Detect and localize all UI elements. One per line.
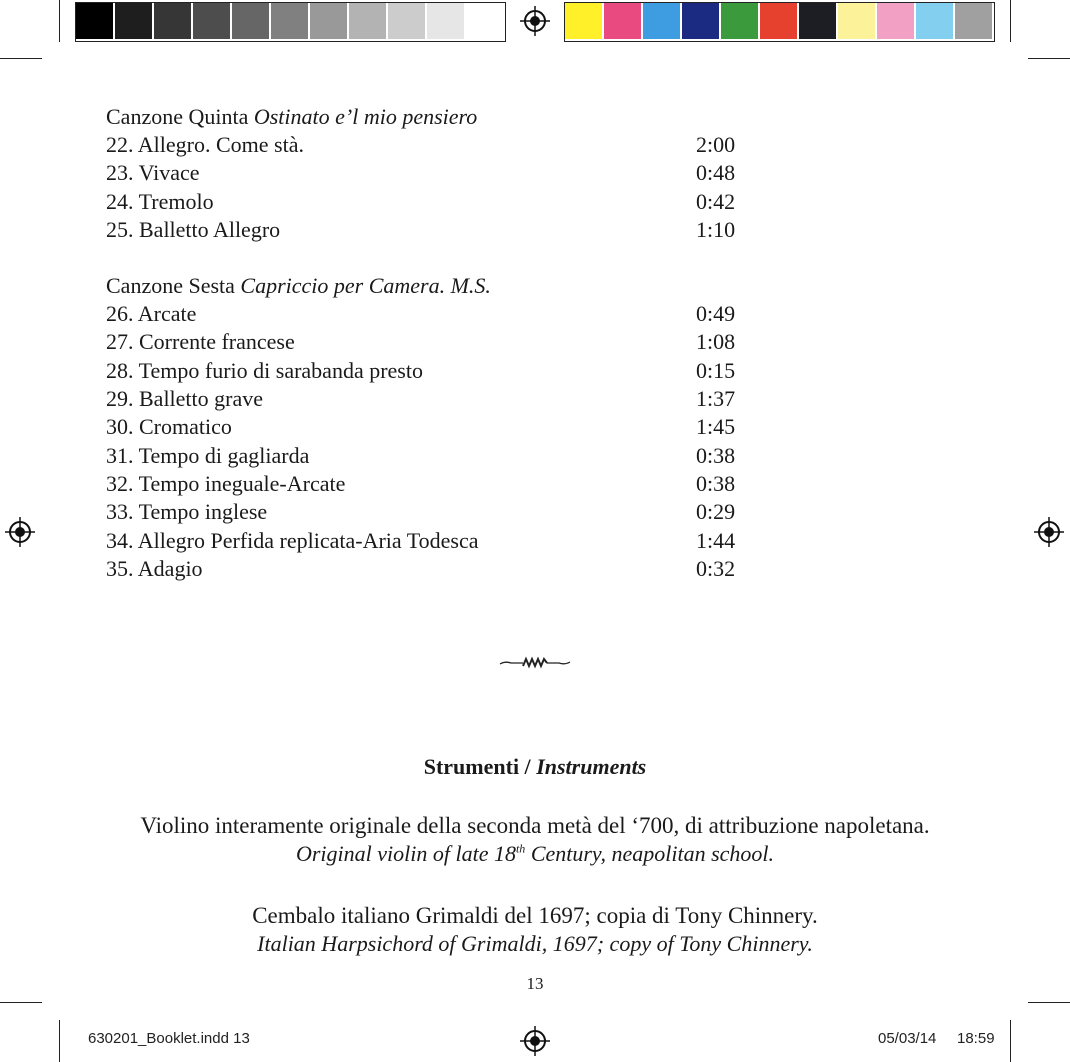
color-swatch (682, 3, 719, 39)
track-duration: 1:10 (696, 216, 736, 242)
color-swatch (799, 3, 836, 39)
track-duration: 0:32 (696, 555, 736, 581)
track-row (106, 413, 746, 441)
track-row (106, 300, 746, 328)
track-row (106, 470, 746, 498)
color-swatch (916, 3, 953, 39)
harpsichord-english: Italian Harpsichord of Grimaldi, 1697; copy of Tony Chinnery. (257, 931, 813, 956)
track-duration: 0:15 (696, 357, 736, 383)
track-title: 24. Tremolo (106, 188, 214, 214)
crop-mark-icon (1010, 0, 1011, 42)
track-row (106, 188, 746, 216)
track-duration: 1:37 (696, 386, 736, 412)
registration-mark-right-icon (1034, 517, 1064, 547)
track-duration: 0:38 (696, 470, 736, 496)
slug-time: 18:59 (957, 1030, 995, 1047)
track-title: 32. Tempo ineguale-Arcate (106, 470, 346, 496)
registration-mark-top-icon (520, 6, 550, 36)
track-title: 27. Corrente francese (106, 329, 295, 355)
crop-mark-icon (1028, 1002, 1070, 1003)
color-swatch (271, 3, 308, 39)
track-row (106, 357, 746, 385)
track-duration: 0:38 (696, 442, 736, 468)
track-duration: 1:45 (696, 414, 736, 440)
color-swatch (349, 3, 386, 39)
track-row (106, 131, 746, 159)
track-title: 25. Balletto Allegro (106, 216, 281, 242)
track-title: 22. Allegro. Come stà. (106, 132, 304, 157)
color-swatch (721, 3, 758, 39)
color-swatch (760, 3, 797, 39)
section-heading: Canzone Sesta Capriccio per Camera. M.S. (106, 273, 491, 299)
violin-description (0, 813, 1070, 867)
track-row (106, 328, 746, 356)
instruments-heading: Strumenti / Instruments (423, 754, 647, 779)
track-row (106, 555, 746, 583)
crop-mark-icon (59, 0, 60, 42)
slug-date: 05/03/14 (878, 1030, 937, 1047)
color-swatch (955, 3, 992, 39)
registration-mark-bottom-icon (520, 1026, 550, 1056)
crop-mark-icon (59, 1020, 60, 1062)
track-duration: 0:49 (696, 301, 736, 327)
registration-mark-left-icon (5, 517, 35, 547)
grayscale-color-bar (75, 2, 506, 42)
color-swatch (115, 3, 152, 39)
section-heading: Canzone Quinta Ostinato e’l mio pensiero (106, 104, 478, 129)
color-swatch (877, 3, 914, 39)
color-swatch (76, 3, 113, 39)
color-swatch (310, 3, 347, 39)
slug-filename: 630201_Booklet.indd 13 (88, 1030, 250, 1047)
track-row (106, 159, 746, 187)
track-title: 23. Vivace (106, 160, 200, 186)
page-number: 13 (526, 974, 544, 993)
color-swatch (427, 3, 464, 39)
track-row (106, 216, 746, 244)
track-list (106, 103, 746, 583)
violin-english: Original violin of late 18th Century, neapolitan school. (295, 841, 775, 866)
track-title: 31. Tempo di gagliarda (106, 442, 310, 468)
violin-italian: Violino interamente originale della seconda metà del ‘700, di attribuzione napoletana. (140, 813, 930, 838)
harpsichord-description (0, 903, 1070, 957)
color-swatch (643, 3, 680, 39)
track-row (106, 385, 746, 413)
track-title: 34. Allegro Perfida replicata-Aria Todesca (106, 527, 479, 553)
color-swatch (154, 3, 191, 39)
track-duration: 0:29 (696, 499, 736, 525)
crop-mark-icon (1010, 1020, 1011, 1062)
track-duration: 1:44 (696, 527, 736, 553)
track-row (106, 498, 746, 526)
harpsichord-italian: Cembalo italiano Grimaldi del 1697; copia di Tony Chinnery. (252, 903, 818, 928)
ornament-divider-icon (499, 652, 571, 674)
process-color-bar (564, 2, 995, 42)
track-row (106, 442, 746, 470)
color-swatch (193, 3, 230, 39)
color-swatch (565, 3, 602, 39)
track-title: 28. Tempo furio di sarabanda presto (106, 357, 423, 383)
track-duration: 2:00 (696, 132, 736, 157)
color-swatch (232, 3, 269, 39)
color-swatch (604, 3, 641, 39)
color-swatch (838, 3, 875, 39)
track-duration: 0:42 (696, 188, 736, 214)
track-duration: 1:08 (696, 329, 736, 355)
crop-mark-icon (0, 1002, 42, 1003)
track-title: 33. Tempo inglese (106, 499, 268, 525)
track-title: 26. Arcate (106, 301, 197, 327)
track-title: 29. Balletto grave (106, 386, 264, 412)
track-title: 30. Cromatico (106, 414, 232, 440)
crop-mark-icon (0, 58, 42, 59)
crop-mark-icon (1028, 58, 1070, 59)
track-duration: 0:48 (696, 160, 736, 186)
color-swatch (466, 3, 503, 39)
track-title: 35. Adagio (106, 555, 203, 581)
color-swatch (388, 3, 425, 39)
track-row (106, 527, 746, 555)
